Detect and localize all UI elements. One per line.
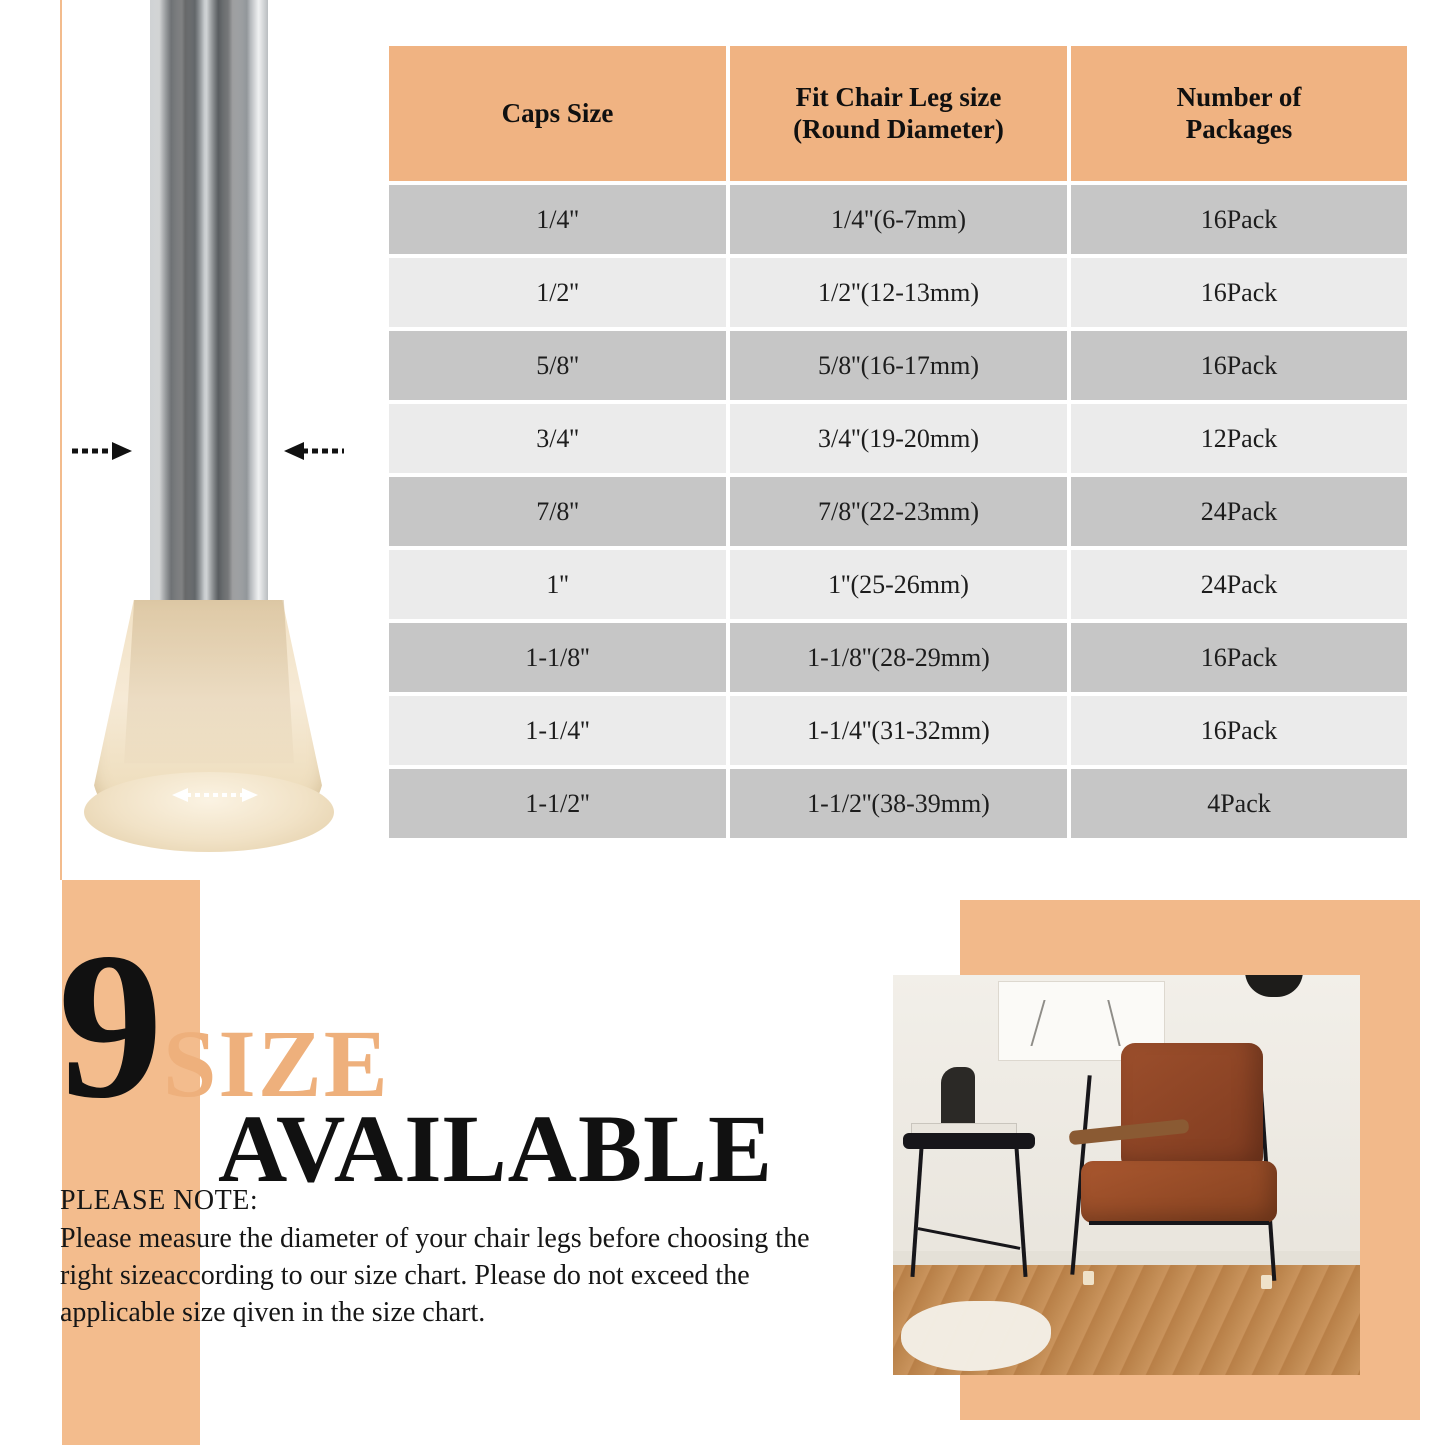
chair-backrest: [1121, 1043, 1263, 1171]
cell-packages: 16Pack: [1071, 623, 1407, 692]
header-fit-line-1: Fit Chair Leg size: [795, 81, 1002, 112]
cell-fit-size: 1-1/2''(38-39mm): [730, 769, 1067, 838]
table-header-row: [389, 46, 1407, 181]
cell-fit-size: 7/8''(22-23mm): [730, 477, 1067, 546]
note-body: Please measure the diameter of your chair legs before choosing the right sizeaccording to our size chart. Please do not exceed the applicable size qiven in the size chart.: [60, 1223, 810, 1328]
please-note-block: [60, 1185, 850, 1332]
chair-frame-bottom-bar: [1089, 1221, 1269, 1225]
chair-leg-tube-shading: [150, 0, 268, 670]
cell-packages: 16Pack: [1071, 331, 1407, 400]
cell-caps-size: 3/4'': [389, 404, 726, 473]
measure-arrow-left-icon: [70, 440, 132, 462]
cell-caps-size: 5/8'': [389, 331, 726, 400]
product-photo-chair-leg: [62, 0, 392, 880]
table-row: [389, 185, 1407, 254]
cell-caps-size: 1/2'': [389, 258, 726, 327]
headline-word-size: SIZE: [163, 1010, 390, 1117]
note-title: PLEASE NOTE:: [60, 1185, 259, 1216]
cell-fit-size: 1/2''(12-13mm): [730, 258, 1067, 327]
cap-width-arrow-icon: [172, 786, 258, 804]
cell-packages: 24Pack: [1071, 477, 1407, 546]
cell-packages: 4Pack: [1071, 769, 1407, 838]
cell-fit-size: 1-1/4''(31-32mm): [730, 696, 1067, 765]
furniture-cap-shadow: [124, 600, 294, 790]
room-baseboard: [893, 1251, 1360, 1265]
cell-caps-size: 1-1/4'': [389, 696, 726, 765]
table-row: [389, 477, 1407, 546]
size-chart-table-wrapper: [385, 42, 1405, 842]
header-caps-size: Caps Size: [389, 46, 726, 181]
table-row: [389, 769, 1407, 838]
cell-fit-size: 1''(25-26mm): [730, 550, 1067, 619]
header-number-of-packages: [1071, 46, 1407, 181]
furniture-cap-base: [84, 772, 334, 852]
cell-packages: 24Pack: [1071, 550, 1407, 619]
table-row: [389, 550, 1407, 619]
cell-packages: 16Pack: [1071, 185, 1407, 254]
cell-fit-size: 5/8''(16-17mm): [730, 331, 1067, 400]
table-row: [389, 623, 1407, 692]
table-row: [389, 258, 1407, 327]
cell-fit-size: 3/4''(19-20mm): [730, 404, 1067, 473]
measure-arrow-right-icon: [284, 440, 346, 462]
cell-packages: 12Pack: [1071, 404, 1407, 473]
cell-caps-size: 7/8'': [389, 477, 726, 546]
cell-caps-size: 1/4'': [389, 185, 726, 254]
cell-caps-size: 1-1/8'': [389, 623, 726, 692]
cell-packages: 16Pack: [1071, 696, 1407, 765]
table-row: [389, 331, 1407, 400]
cell-fit-size: 1/4''(6-7mm): [730, 185, 1067, 254]
table-row: [389, 404, 1407, 473]
left-bottom-white-strip: [0, 880, 62, 1445]
chair-seat-cushion: [1081, 1161, 1277, 1223]
cell-fit-size: 1-1/8''(28-29mm): [730, 623, 1067, 692]
cell-packages: 16Pack: [1071, 258, 1407, 327]
cell-caps-size: 1'': [389, 550, 726, 619]
size-chart-table: [385, 42, 1411, 842]
cell-caps-size: 1-1/2'': [389, 769, 726, 838]
header-fit-line-2: (Round Diameter): [793, 113, 1004, 144]
chair-leg-cap-right: [1261, 1275, 1272, 1289]
header-packages-line-1: Number of: [1176, 81, 1302, 112]
header-fit-chair-leg-size: [730, 46, 1067, 181]
header-packages-line-2: Packages: [1185, 113, 1293, 144]
headline-block: [58, 910, 848, 1204]
table-row: [389, 696, 1407, 765]
lifestyle-photo-living-room: [893, 975, 1360, 1375]
chair-leg-cap-left: [1083, 1271, 1094, 1285]
headline-word-available: AVAILABLE: [218, 1095, 774, 1202]
headline-number: 9: [58, 910, 159, 1142]
